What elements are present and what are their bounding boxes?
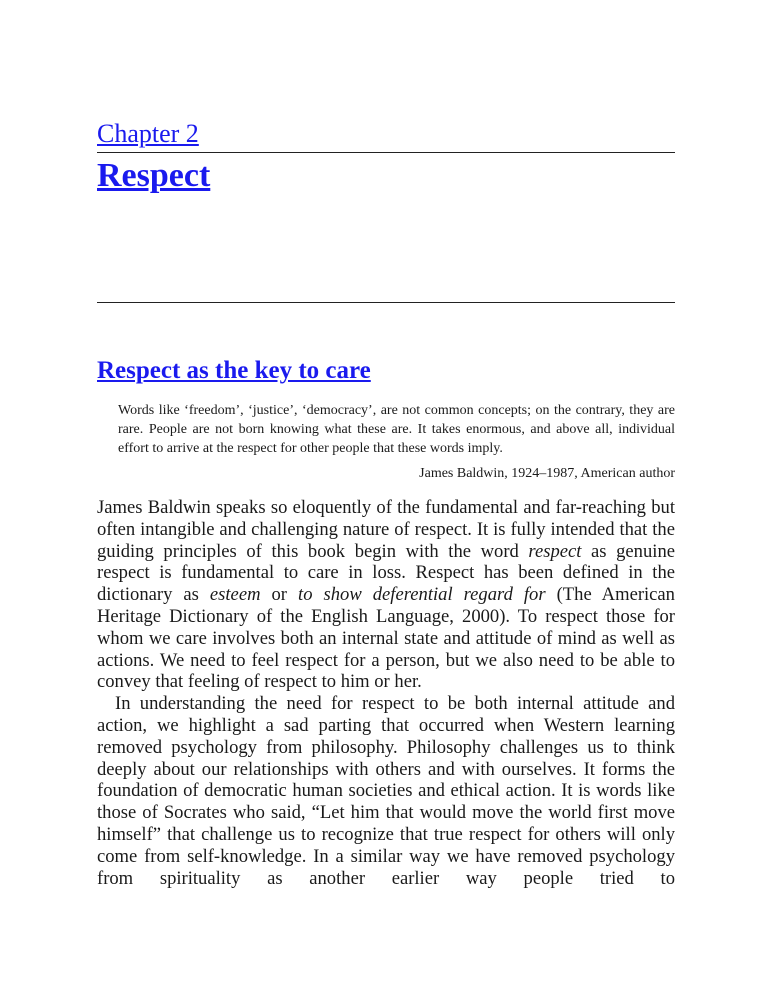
emphasis-deferential-regard: to show deferential regard for — [298, 584, 546, 606]
paragraph-1-part-d: (The American Heritage Dictionary of the English Language, 2000). To respect those for whom we care involves both an internal state and attitude of mind as well as actions. We need to feel respect for a person, but we also need to be able to convey that feeling of respect to him or her. — [97, 584, 675, 693]
paragraph-1-part-a: James Baldwin speaks so eloquently of the fundamental and far-reaching but often intangible and challenging nature of respect. It is fully intended that the guiding principles of this book begin with the word — [97, 497, 675, 562]
chapter-top-divider — [97, 152, 675, 153]
paragraph-2: In understanding the need for respect to be both internal attitude and action, we highlight a sad parting that occurred when Western learning removed psychology from philosophy. Philosophy challenges us to think deeply about our relationships with others and with ourselves. It forms the foundation of democratic human societies and ethical action. It is words like those of Socrates who said, “Let him that would move the world first move himself” that challenge us to recognize that true respect for others will only come from self-knowledge. In a similar way we have removed psychology from spirituality as another earlier way people tried to — [97, 693, 675, 889]
paragraph-1-part-b: as genuine respect is fundamental to care in loss. Respect has been defined in the dictionary as — [97, 540, 675, 606]
chapter-bottom-divider — [97, 302, 675, 303]
epigraph-attribution: James Baldwin, 1924–1987, American author — [419, 466, 675, 481]
chapter-title-link[interactable]: Respect — [97, 157, 211, 194]
paragraph-1 — [97, 497, 675, 693]
paragraph-1-part-c: or — [260, 584, 299, 606]
body-text — [97, 497, 675, 889]
chapter-label-link[interactable]: Chapter 2 — [97, 119, 199, 148]
section-heading-link[interactable]: Respect as the key to care — [97, 357, 371, 384]
epigraph-quote: Words like ‘freedom’, ‘justice’, ‘democracy’, are not common concepts; on the contrary, they are rare. People are not born knowing what these are. It takes enormous, and above all, individual effort to arrive at the respect for other people that these words imply. — [118, 403, 675, 456]
emphasis-esteem: esteem — [209, 584, 261, 606]
emphasis-respect: respect — [528, 540, 582, 562]
